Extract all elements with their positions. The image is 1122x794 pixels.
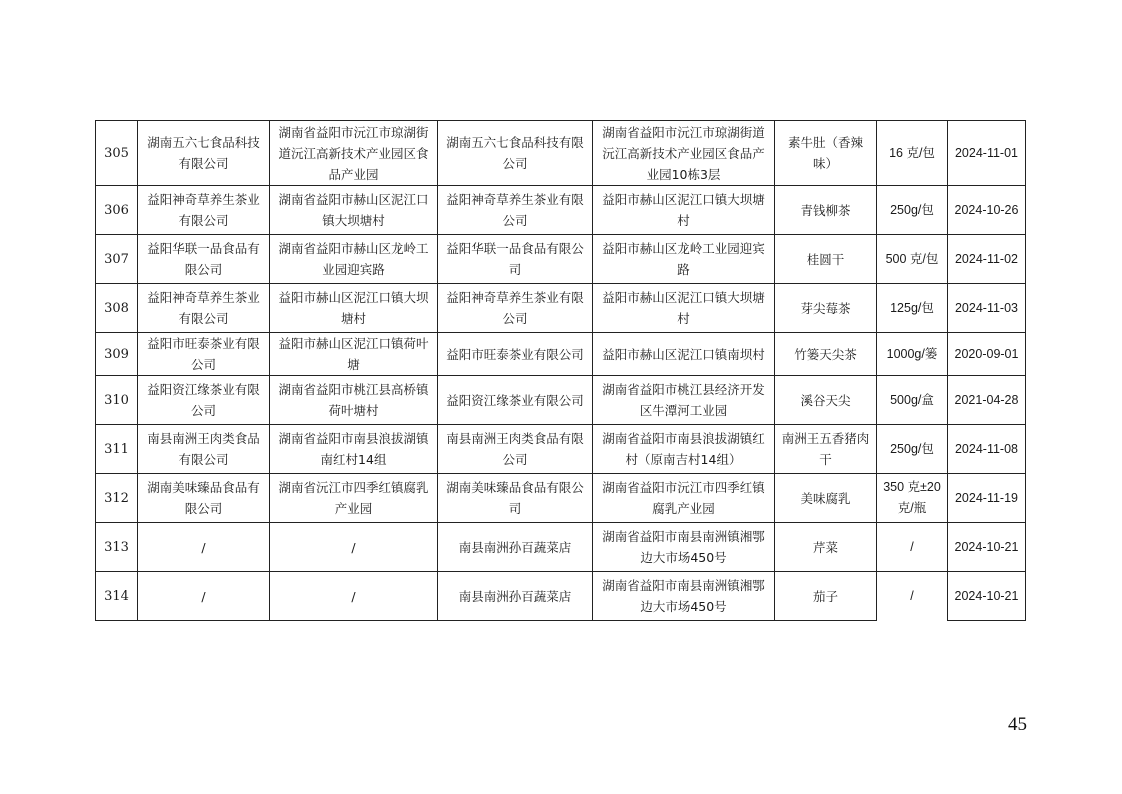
- producer-address-cell: 益阳市赫山区泥江口镇大坝塘村: [270, 284, 438, 333]
- table-row: [96, 235, 1026, 284]
- seller-address-cell: 湖南省益阳市桃江县经济开发区牛潭河工业园: [593, 376, 775, 425]
- seller-name-cell: 益阳神奇草养生茶业有限公司: [438, 284, 593, 333]
- specification-cell: 125g/包: [877, 284, 948, 333]
- product-name-cell: 南洲王五香猪肉干: [775, 425, 877, 474]
- producer-name-cell: 益阳神奇草养生茶业有限公司: [138, 186, 270, 235]
- seller-name-cell: 南县南洲王肉类食品有限公司: [438, 425, 593, 474]
- row-number-cell: 306: [96, 186, 138, 235]
- specification-cell: 1000g/篓: [877, 333, 948, 376]
- seller-name-cell: 南县南洲孙百蔬菜店: [438, 572, 593, 621]
- specification-cell: 350 克±20 克/瓶: [877, 474, 948, 523]
- table-row: [96, 523, 1026, 572]
- row-number-cell: 309: [96, 333, 138, 376]
- production-date-cell: 2024-11-03: [948, 284, 1026, 333]
- producer-name-cell: 益阳资江缘茶业有限公司: [138, 376, 270, 425]
- table-row: [96, 376, 1026, 425]
- product-name-cell: 青钱柳茶: [775, 186, 877, 235]
- production-date-cell: 2020-09-01: [948, 333, 1026, 376]
- seller-address-cell: 湖南省益阳市南县南洲镇湘鄂边大市场450号: [593, 572, 775, 621]
- specification-cell: 500g/盒: [877, 376, 948, 425]
- specification-cell: 250g/包: [877, 425, 948, 474]
- row-number-cell: 305: [96, 121, 138, 186]
- producer-address-cell: /: [270, 523, 438, 572]
- producer-name-cell: /: [138, 572, 270, 621]
- product-name-cell: 芽尖莓茶: [775, 284, 877, 333]
- producer-name-cell: 南县南洲王肉类食品有限公司: [138, 425, 270, 474]
- producer-name-cell: 益阳华联一品食品有限公司: [138, 235, 270, 284]
- row-number-cell: 311: [96, 425, 138, 474]
- product-name-cell: 竹篓天尖茶: [775, 333, 877, 376]
- seller-address-cell: 湖南省益阳市南县浪拔湖镇红村（原南吉村14组）: [593, 425, 775, 474]
- production-date-cell: 2024-11-02: [948, 235, 1026, 284]
- producer-address-cell: /: [270, 572, 438, 621]
- product-name-cell: 溪谷天尖: [775, 376, 877, 425]
- seller-name-cell: 益阳华联一品食品有限公司: [438, 235, 593, 284]
- seller-address-cell: 益阳市赫山区泥江口镇南坝村: [593, 333, 775, 376]
- production-date-cell: 2024-10-26: [948, 186, 1026, 235]
- producer-address-cell: 湖南省益阳市桃江县高桥镇荷叶塘村: [270, 376, 438, 425]
- inspection-results-table-container: [95, 120, 1026, 621]
- table-row: [96, 425, 1026, 474]
- specification-cell: /: [877, 523, 948, 572]
- specification-cell: 16 克/包: [877, 121, 948, 186]
- product-name-cell: 茄子: [775, 572, 877, 621]
- table-body: [96, 121, 1026, 621]
- seller-address-cell: 益阳市赫山区泥江口镇大坝塘村: [593, 186, 775, 235]
- product-name-cell: 美味腐乳: [775, 474, 877, 523]
- production-date-cell: 2024-11-19: [948, 474, 1026, 523]
- producer-address-cell: 湖南省益阳市赫山区泥江口镇大坝塘村: [270, 186, 438, 235]
- seller-address-cell: 益阳市赫山区泥江口镇大坝塘村: [593, 284, 775, 333]
- product-name-cell: 芹菜: [775, 523, 877, 572]
- table-row: [96, 121, 1026, 186]
- inspection-results-table: [95, 120, 1026, 621]
- seller-name-cell: 益阳市旺泰茶业有限公司: [438, 333, 593, 376]
- producer-name-cell: 湖南美味臻品食品有限公司: [138, 474, 270, 523]
- production-date-cell: 2021-04-28: [948, 376, 1026, 425]
- product-name-cell: 桂圆干: [775, 235, 877, 284]
- table-row: [96, 333, 1026, 376]
- row-number-cell: 312: [96, 474, 138, 523]
- seller-address-cell: 湖南省益阳市南县南洲镇湘鄂边大市场450号: [593, 523, 775, 572]
- production-date-cell: 2024-10-21: [948, 572, 1026, 621]
- producer-name-cell: 益阳神奇草养生茶业有限公司: [138, 284, 270, 333]
- producer-address-cell: 湖南省益阳市南县浪拔湖镇南红村14组: [270, 425, 438, 474]
- seller-name-cell: 湖南五六七食品科技有限公司: [438, 121, 593, 186]
- row-number-cell: 310: [96, 376, 138, 425]
- seller-address-cell: 湖南省益阳市沅江市琼湖街道沅江高新技术产业园区食品产业园10栋3层: [593, 121, 775, 186]
- row-number-cell: 314: [96, 572, 138, 621]
- producer-name-cell: 益阳市旺泰茶业有限公司: [138, 333, 270, 376]
- page-number: 45: [1008, 714, 1027, 735]
- specification-cell: 500 克/包: [877, 235, 948, 284]
- producer-name-cell: 湖南五六七食品科技有限公司: [138, 121, 270, 186]
- producer-address-cell: 湖南省益阳市赫山区龙岭工业园迎宾路: [270, 235, 438, 284]
- row-number-cell: 308: [96, 284, 138, 333]
- table-row: [96, 284, 1026, 333]
- production-date-cell: 2024-11-01: [948, 121, 1026, 186]
- row-number-cell: 313: [96, 523, 138, 572]
- table-row: [96, 474, 1026, 523]
- producer-name-cell: /: [138, 523, 270, 572]
- seller-name-cell: 南县南洲孙百蔬菜店: [438, 523, 593, 572]
- product-name-cell: 素牛肚（香辣味）: [775, 121, 877, 186]
- producer-address-cell: 湖南省益阳市沅江市琼湖街道沅江高新技术产业园区食品产业园: [270, 121, 438, 186]
- table-row: [96, 186, 1026, 235]
- producer-address-cell: 益阳市赫山区泥江口镇荷叶塘: [270, 333, 438, 376]
- table-row: [96, 572, 1026, 621]
- specification-cell: /: [877, 572, 948, 621]
- production-date-cell: 2024-10-21: [948, 523, 1026, 572]
- seller-name-cell: 益阳神奇草养生茶业有限公司: [438, 186, 593, 235]
- seller-name-cell: 益阳资江缘茶业有限公司: [438, 376, 593, 425]
- row-number-cell: 307: [96, 235, 138, 284]
- production-date-cell: 2024-11-08: [948, 425, 1026, 474]
- seller-address-cell: 益阳市赫山区龙岭工业园迎宾路: [593, 235, 775, 284]
- producer-address-cell: 湖南省沅江市四季红镇腐乳产业园: [270, 474, 438, 523]
- specification-cell: 250g/包: [877, 186, 948, 235]
- seller-address-cell: 湖南省益阳市沅江市四季红镇腐乳产业园: [593, 474, 775, 523]
- seller-name-cell: 湖南美味臻品食品有限公司: [438, 474, 593, 523]
